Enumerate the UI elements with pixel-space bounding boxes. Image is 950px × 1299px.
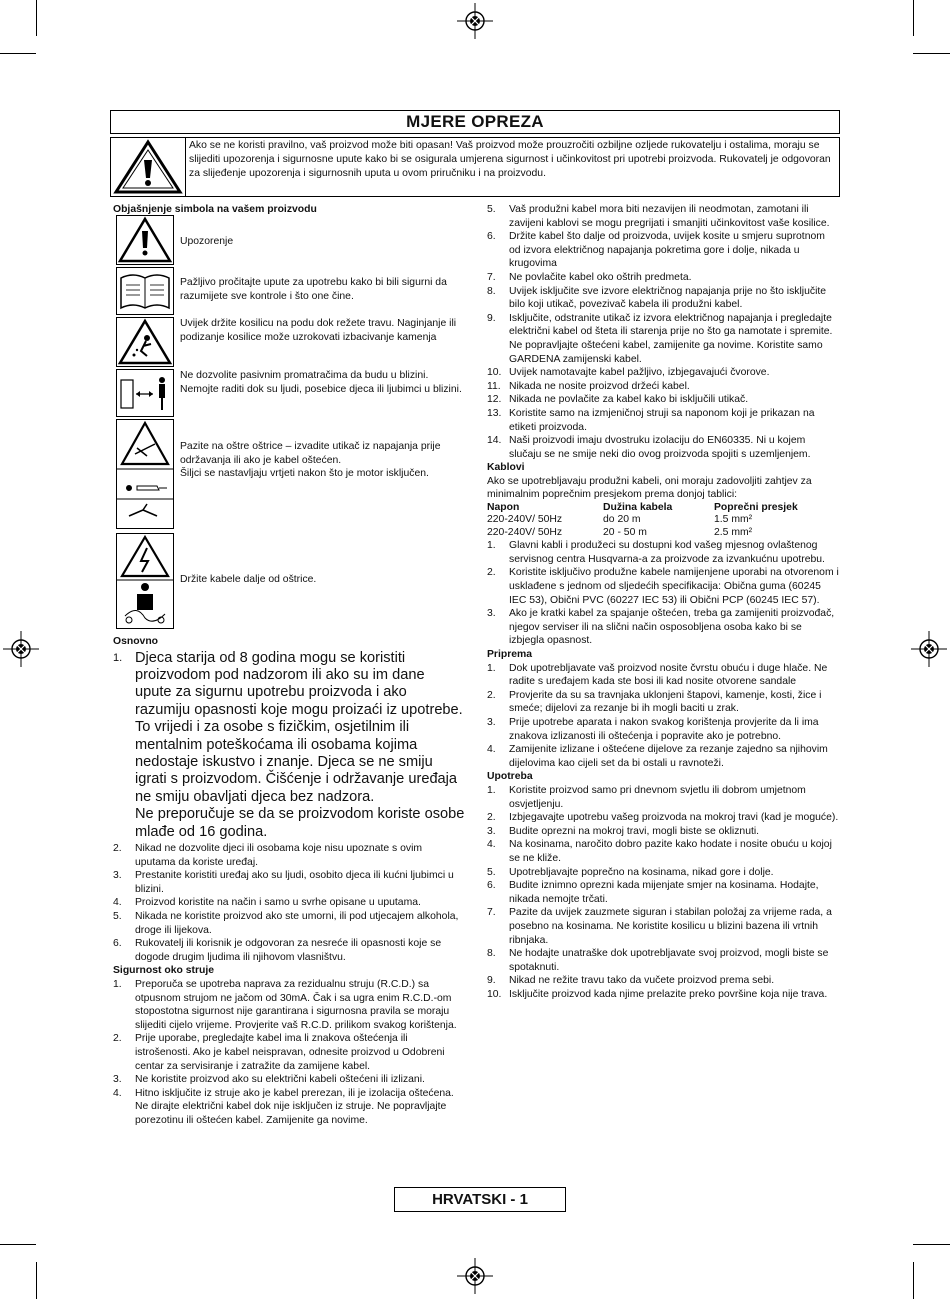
- list-item-text: Djeca starija od 8 godina mogu se koristiti proizvodom pod nadzorom ili ako su im dane upute za sigurnu upotrebu proizvoda i ako razumiju opasnosti koje mogu proizaći iz upotrebe. To vrijedi i za osobe s fizičkim, osjetilnim ili mentalnim poteškoćama ili osobama kojima nedostaje iskustvo i znanje. Djeca se ne smiju igrati s proizvodom. Čišćenje i održavanje uređaja ne smiju obavljati djeca bez nadzora. Ne preporučuje se da se proizvodom koriste osobe mlađe od 16 godina.: [135, 649, 465, 840]
- list-item-text: Koristite proizvod samo pri dnevnom svjetlu ili dobrom umjetnom osvjetljenju.: [509, 784, 806, 810]
- open-book-icon: [116, 267, 174, 315]
- symbol-text: Uvijek držite kosilicu na podu dok režete travu. Naginjanje ili podizanje kosilice može uzrokovati izbacivanje kamenja: [180, 318, 457, 343]
- list-item: 1. Djeca starija od 8 godina mogu se koristiti proizvodom pod nadzorom ili ako su im dane upute za sigurnu upotrebu proizvoda i ako razumiju opasnosti koje mogu proizaći iz upotrebe. To vrijedi i za osobe s fizičkim, osjetilnim ili mentalnim poteškoćama ili osobama kojima nedostaje iskustvo i znanje. Djeca se ne smiju igrati s proizvodom. Čišćenje i održavanje uređaja ne smiju obavljati djeca bez nadzora. Ne preporučuje se da se proizvodom koriste osobe mlađe od 16 godina.: [113, 649, 465, 840]
- list-item: 6. Rukovatelj ili korisnik je odgovoran za nesreće ili opasnosti koje se dogode drugim ljudima ili njihovom vlasništvu.: [113, 938, 442, 963]
- list-item-text: Naši proizvodi imaju dvostruku izolaciju do EN60335. Ni u kojem slučaju se ne smije neki dio ovog proizvoda spojiti s uzemljenjem.: [509, 435, 811, 460]
- list-item: 1. Koristite proizvod samo pri dnevnom svjetlu ili dobrom umjetnom osvjetljenju.: [487, 784, 806, 810]
- sharp-blade-icon: [116, 419, 174, 529]
- right-column: [487, 203, 839, 1188]
- list-item-text: Upotrebljavajte poprečno na kosinama, nikad gore i dolje.: [509, 866, 774, 878]
- list-item: 14. Naši proizvodi imaju dvostruku izolaciju do EN60335. Ni u kojem slučaju se ne smije neki dio ovog proizvoda spojiti s uzemljenjem.: [487, 435, 811, 460]
- list-item-text: Isključite, odstranite utikač iz izvora električnog napajanja i pregledajte električni kabel od šteta ili starenja prije no što ga namotate i spremite. Ne popravljajte oštećeni kabel, zamijenite ga novime. Koristite samo GARDENA zamijenski kabel.: [509, 312, 833, 365]
- crop-mark: [913, 1262, 914, 1299]
- page-footer: HRVATSKI - 1: [394, 1187, 566, 1212]
- crop-mark: [0, 1244, 36, 1245]
- registration-mark-icon: [457, 3, 493, 39]
- list-item-text: Koristite samo na izmjeničnoj struji sa naponom koji je prikazan na etiketi proizvoda.: [509, 407, 815, 433]
- list-item: 13. Koristite samo na izmjeničnoj struji sa naponom koji je prikazan na etiketi proizvoda.: [487, 407, 815, 433]
- table-cell: 1.5 mm²: [714, 514, 753, 526]
- list-item-text: Budite oprezni na mokroj travi, mogli biste se okliznuti.: [509, 825, 760, 837]
- priprema-list: [487, 662, 839, 771]
- list-item: 3. Ako je kratki kabel za spajanje oštećen, treba ga zamijeniti proizvođač, njegov serviser ili na slični način osposobljena osoba kako bi se izbjegla opasnost.: [487, 608, 835, 647]
- symbol-row: [113, 215, 463, 265]
- list-item: 4. Na kosinama, naročito dobro pazite kako hodate i nosite obuću u kojoj se ne kliže.: [487, 839, 832, 864]
- list-item: 8. Uvijek isključite sve izvore električnog napajanja prije no što isključite bilo koji utikač, povezivač kabela ili produžni kabel.: [487, 285, 827, 311]
- symbol-text: Pazite na oštre oštrice – izvadite utikač iz napajanja prije održavanja ili ako je kabel oštećen. Šiljci se nastavljaju vrtjeti nakon što je motor isključen.: [180, 441, 441, 480]
- list-item-text: Nikada ne nosite proizvod držeći kabel.: [509, 380, 690, 392]
- table-header: Dužina kabela: [603, 502, 673, 514]
- list-item: 5. Upotrebljavajte poprečno na kosinama, nikad gore i dolje.: [487, 866, 774, 878]
- list-item-text: Proizvod koristite na način i samo u svrhe opisane u uputama.: [135, 897, 421, 909]
- registration-mark-icon: [457, 1258, 493, 1294]
- registration-mark-icon: [3, 631, 39, 667]
- list-item: 3. Budite oprezni na mokroj travi, mogli biste se okliznuti.: [487, 825, 760, 837]
- crop-mark: [36, 0, 37, 36]
- left-column: [113, 203, 465, 1188]
- list-item: 9. Nikad ne režite travu tako da vučete proizvod prema sebi.: [487, 975, 775, 987]
- symbol-row: [113, 267, 463, 315]
- list-item: 5. Vaš produžni kabel mora biti nezavijen ili neodmotan, zamotani ili zavijeni kablovi se mogu pregrijati i smanjiti učinkovitost vaše kosilice.: [487, 204, 830, 229]
- section-heading: Upotreba: [487, 771, 533, 783]
- list-item: 10. Uvijek namotavajte kabel pažljivo, izbjegavajući čvorove.: [487, 367, 770, 379]
- list-item: 1. Preporuča se upotreba naprava za rezidualnu struju (R.C.D.) sa otpusnom strujom ne jačom od 30mA. Čak i sa ugra enim R.C.D.-om stopostotna sigurnost nije garantirana i sigurnosna pravila se moraju slijediti cijelo vrijeme. Provjerite vaš R.C.D. prilikom svakog korištenja.: [113, 979, 457, 1031]
- list-item: 1. Glavni kabli i produžeci su dostupni kod vašeg mjesnog ovlaštenog servisnog centra Husqvarna-a za proizvode za izvankućnu upotrebu.: [487, 540, 825, 565]
- osnovno-list: [113, 842, 465, 964]
- list-item-text: Provjerite da su sa travnjaka uklonjeni štapovi, kamenje, kosti, žice i smeće; dijelovi za rezanje bi ih mogli baciti u zrak.: [509, 689, 822, 715]
- list-item-text: Nikada ne povlačite za kabel kako bi isključili utikač.: [509, 394, 749, 406]
- warning-triangle-icon: [116, 215, 174, 265]
- list-item-text: Rukovatelj ili korisnik je odgovoran za nesreće ili opasnosti koje se dogode drugim ljudima ili njihovom vlasništvu.: [135, 938, 442, 963]
- table-cell: 20 - 50 m: [603, 526, 647, 538]
- table-cell: 2.5 mm²: [714, 526, 753, 538]
- symbols-heading: Objašnjenje simbola na vašem proizvodu: [113, 204, 317, 215]
- warning-triangle-icon: [111, 138, 186, 196]
- section-heading: Kablovi: [487, 462, 525, 474]
- table-cell: do 20 m: [603, 514, 641, 526]
- list-item-text: Nikad ne dozvolite djeci ili osobama koje nisu upoznate s ovim uputama da koriste uređaj.: [135, 843, 423, 868]
- list-item-text: Držite kabel što dalje od proizvoda, uvijek kosite u smjeru suprotnom od izvora električnog napajanja pokretima gore i dolje, nikada u krugovima: [509, 231, 825, 270]
- list-item-text: Koristite isključivo produžne kabele namijenjene uporabi na otvorenom i usklađene s jednom od sljedećih specifikacija: Obična guma (60245 IEC 53), Obični PVC (60227 IEC 53) ili Obični PCP (60245 IEC 57).: [509, 567, 839, 606]
- list-item: 2. Koristite isključivo produžne kabele namijenjene uporabi na otvorenom i usklađene s jednom od sljedećih specifikacija: Obična guma (60245 IEC 53), Obični PVC (60227 IEC 53) ili Obični PCP (60245 IEC 57).: [487, 567, 839, 606]
- electric-cable-icon: [116, 533, 174, 629]
- list-item-text: Ne koristite proizvod ako su električni kabeli oštećeni ili izlizani.: [135, 1074, 425, 1086]
- kablovi-list: [487, 539, 839, 648]
- flying-stones-icon: [116, 317, 174, 367]
- crop-mark: [913, 53, 950, 54]
- page-title: MJERE OPREZA: [110, 110, 840, 134]
- symbol-text: Upozorenje: [180, 236, 234, 247]
- section-heading: Sigurnost oko struje: [113, 965, 215, 977]
- intro-box: [110, 137, 840, 197]
- list-item: 8. Ne hodajte unatraške dok upotrebljavate svoj proizvod, mogli biste se spotaknuti.: [487, 948, 829, 973]
- crop-mark: [913, 0, 914, 36]
- list-item-text: Prije uporabe, pregledajte kabel ima li znakova oštećenja ili istrošenosti. Ako je kabel neispravan, odnesite proizvod u Odobreni centar za servisiranje i zatražite da zamijene kabel.: [135, 1033, 445, 1072]
- list-item: 10. Isključite proizvod kada njime prelazite preko površine koja nije trava.: [487, 988, 828, 1000]
- list-item: 4. Proizvod koristite na način i samo u svrhe opisane u uputama.: [113, 897, 421, 909]
- list-item-text: Na kosinama, naročito dobro pazite kako hodate i nosite obuću u kojoj se ne kliže.: [509, 839, 832, 864]
- intro-text: Ako se ne koristi pravilno, vaš proizvod može biti opasan! Vaš proizvod može prouzročiti ozbiljne ozljede rukovatelju i ostalima, moraju se slijediti upozorenja i sigurnosne upute kako bi se osigurala umjerena sigurnost i učinkovitost pri upotrebi proizvoda. Rukovatelj je odgovoran za slijeđenje upozorenja i sigurnosnih uputa u ovom priručniku i na proizvodu.: [189, 140, 831, 180]
- keep-distance-icon: [116, 369, 174, 417]
- list-item-text: Budite iznimno oprezni kada mijenjate smjer na kosinama. Hodajte, nikada nemojte trčati.: [509, 880, 819, 905]
- list-item-text: Pazite da uvijek zauzmete siguran i stabilan položaj za vrijeme rada, a posebno na kosinama. Ne koristite kosilicu u blizini bazena ili vrtnih ribnjaka.: [509, 907, 832, 946]
- table-header: Napon: [487, 502, 520, 514]
- list-item: 4. Zamijenite izlizane i oštećene dijelove za rezanje zajedno sa njihovim dijelovima kao cijeli set da bi ostali u ravnoteži.: [487, 744, 828, 769]
- list-item: 12. Nikada ne povlačite za kabel kako bi isključili utikač.: [487, 394, 749, 406]
- list-item: 7. Ne povlačite kabel oko oštrih predmeta.: [487, 271, 692, 283]
- osnovno-list: [113, 650, 465, 841]
- list-item-text: Prije upotrebe aparata i nakon svakog korištenja provjerite da li ima znakova izlizanosti ili oštećenja i popravite ako je potrebno.: [509, 717, 819, 742]
- symbol-text: Držite kabele dalje od oštrice.: [180, 574, 317, 585]
- list-item-text: Ne hodajte unatraške dok upotrebljavate svoj proizvod, mogli biste se spotaknuti.: [509, 948, 829, 973]
- list-item-text: Prestanite koristiti uređaj ako su ljudi, osobito djeca ili kućni ljubimci u blizini.: [135, 870, 454, 895]
- symbol-text: Ne dozvolite pasivnim promatračima da budu u blizini. Nemojte raditi dok su ljudi, posebice djeca ili ljubimci u blizini.: [180, 370, 462, 395]
- list-item: 3. Prestanite koristiti uređaj ako su ljudi, osobito djeca ili kućni ljubimci u blizini.: [113, 870, 454, 895]
- list-item: 1. Dok upotrebljavate vaš proizvod nosite čvrstu obuću i duge hlače. Ne radite s uređajem kada ste bosi ili kad nosite otvorene sandale: [487, 662, 828, 688]
- crop-mark: [36, 1262, 37, 1299]
- list-item-text: Uvijek namotavajte kabel pažljivo, izbjegavajući čvorove.: [509, 367, 770, 379]
- list-item: 2. Nikad ne dozvolite djeci ili osobama koje nisu upoznate s ovim uputama da koriste uređaj.: [113, 843, 423, 868]
- list-item-text: Nikad ne režite travu tako da vučete proizvod prema sebi.: [509, 975, 775, 987]
- registration-mark-icon: [911, 631, 947, 667]
- kablovi-intro: Ako se upotrebljavaju produžni kabeli, oni moraju zadovoljiti zahtjev za minimalnim poprečnim presjekom prema donjoj tablici:: [487, 475, 812, 501]
- list-item-text: Hitno isključite iz struje ako je kabel prerezan, ili je izolacija oštećena. Ne dirajte električni kabel dok nije isključen iz struje. Ne popravljajte porezotinu ili oštećen kabel. Zamijenite ga novime.: [135, 1087, 454, 1126]
- list-item: 5. Nikada ne koristite proizvod ako ste umorni, ili pod utjecajem alkohola, droge ili lijekova.: [113, 911, 459, 936]
- struja-list: [487, 203, 839, 461]
- symbol-row: [113, 369, 463, 417]
- table-header: Poprečni presjek: [714, 502, 798, 514]
- section-heading: Osnovno: [113, 636, 159, 647]
- symbol-row: [113, 317, 463, 367]
- section-heading: Priprema: [487, 649, 533, 661]
- struja-list: [113, 978, 465, 1128]
- upotreba-list: [487, 784, 839, 1002]
- table-cell: 220-240V/ 50Hz: [487, 526, 563, 538]
- symbol-row: [113, 533, 463, 629]
- list-item: 11. Nikada ne nosite proizvod držeći kabel.: [487, 380, 690, 392]
- list-item: 6. Budite iznimno oprezni kada mijenjate smjer na kosinama. Hodajte, nikada nemojte trčati.: [487, 880, 819, 905]
- list-item-text: Preporuča se upotreba naprava za rezidualnu struju (R.C.D.) sa otpusnom strujom ne jačom od 30mA. Čak i sa ugra enim R.C.D.-om stopostotna sigurnost nije garantirana i sigurnosna pravila se moraju slijediti cijelo vrijeme. Provjerite vaš R.C.D. prilikom svakog korištenja.: [135, 979, 457, 1031]
- list-item-text: Ako je kratki kabel za spajanje oštećen, treba ga zamijeniti proizvođač, njegov serviser ili na slični način osposobljena osoba kako bi se izbjegla opasnost.: [509, 608, 835, 647]
- list-item-text: Ne povlačite kabel oko oštrih predmeta.: [509, 271, 692, 283]
- list-item-text: Glavni kabli i produžeci su dostupni kod vašeg mjesnog ovlaštenog servisnog centra Husqvarna-a za proizvode za izvankućnu upotrebu.: [509, 540, 825, 565]
- list-item: 9. Isključite, odstranite utikač iz izvora električnog napajanja i pregledajte električni kabel od šteta ili starenja prije no što ga namotate i spremite. Ne popravljajte oštećeni kabel, zamijenite ga novime. Koristite samo GARDENA zamijenski kabel.: [487, 312, 833, 365]
- list-item-text: Zamijenite izlizane i oštećene dijelove za rezanje zajedno sa njihovim dijelovima kao cijeli set da bi ostali u ravnoteži.: [509, 744, 828, 769]
- list-item: 7. Pazite da uvijek zauzmete siguran i stabilan položaj za vrijeme rada, a posebno na kosinama. Ne koristite kosilicu u blizini bazena ili vrtnih ribnjaka.: [487, 907, 832, 946]
- symbol-text: Pažljivo pročitajte upute za upotrebu kako bi bili sigurni da razumijete sve kontrole i što one čine.: [180, 277, 447, 302]
- list-item: 2. Prije uporabe, pregledajte kabel ima li znakova oštećenja ili istrošenosti. Ako je kabel neispravan, odnesite proizvod u Odobreni centar za servisiranje i zatražite da zamijene kabel.: [113, 1033, 445, 1072]
- list-item-text: Izbjegavajte upotrebu vašeg proizvoda na mokroj travi (kad je moguće).: [509, 812, 839, 824]
- symbol-row: [113, 419, 463, 529]
- list-item: 3. Ne koristite proizvod ako su električni kabeli oštećeni ili izlizani.: [113, 1074, 425, 1086]
- list-item-text: Dok upotrebljavate vaš proizvod nosite čvrstu obuću i duge hlače. Ne radite s uređajem kada ste bosi ili kad nosite otvorene sandale: [509, 662, 828, 688]
- list-item-text: Vaš produžni kabel mora biti nezavijen ili neodmotan, zamotani ili zavijeni kablovi se mogu pregrijati i smanjiti učinkovitost vaše kosilice.: [509, 204, 830, 229]
- list-item: 2. Provjerite da su sa travnjaka uklonjeni štapovi, kamenje, kosti, žice i smeće; dijelovi za rezanje bi ih mogli baciti u zrak.: [487, 689, 822, 715]
- table-cell: 220-240V/ 50Hz: [487, 514, 563, 526]
- list-item-text: Nikada ne koristite proizvod ako ste umorni, ili pod utjecajem alkohola, droge ili lijekova.: [135, 911, 459, 936]
- list-item: 6. Držite kabel što dalje od proizvoda, uvijek kosite u smjeru suprotnom od izvora električnog napajanja pokretima gore i dolje, nikada u krugovima: [487, 231, 825, 270]
- cable-table: [487, 502, 839, 539]
- crop-mark: [913, 1244, 950, 1245]
- list-item: 4. Hitno isključite iz struje ako je kabel prerezan, ili je izolacija oštećena. Ne dirajte električni kabel dok nije isključen iz struje. Ne popravljajte porezotinu ili oštećen kabel. Zamijenite ga novime.: [113, 1087, 454, 1126]
- crop-mark: [0, 53, 36, 54]
- list-item: 2. Izbjegavajte upotrebu vašeg proizvoda na mokroj travi (kad je moguće).: [487, 812, 839, 824]
- list-item-text: Uvijek isključite sve izvore električnog napajanja prije no što isključite bilo koji utikač, povezivač kabela ili produžni kabel.: [509, 285, 827, 311]
- list-item-text: Isključite proizvod kada njime prelazite preko površine koja nije trava.: [509, 988, 828, 1000]
- list-item: 3. Prije upotrebe aparata i nakon svakog korištenja provjerite da li ima znakova izlizanosti ili oštećenja i popravite ako je potrebno.: [487, 717, 819, 742]
